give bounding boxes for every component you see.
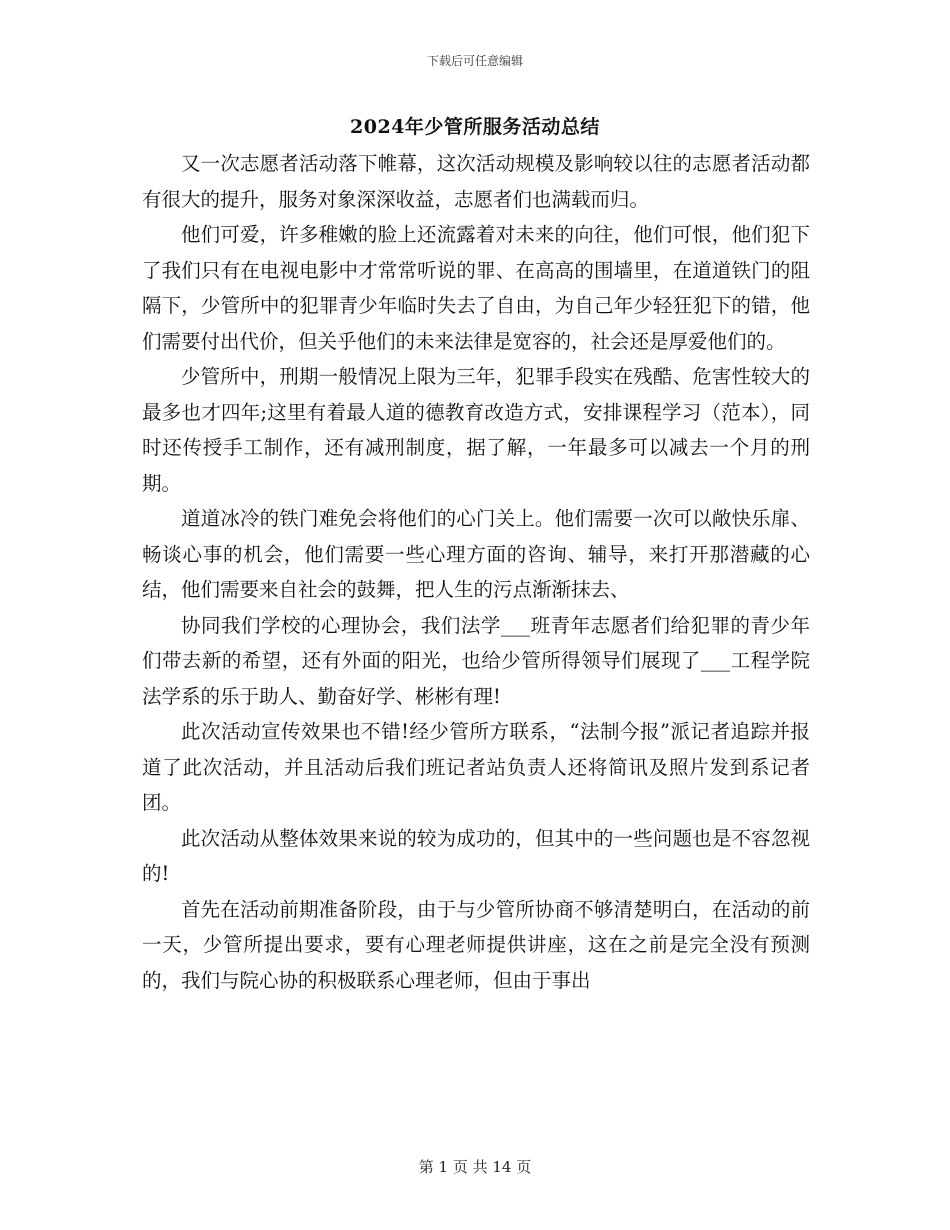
paragraph-7: 此次活动从整体效果来说的较为成功的，但其中的一些问题也是不容忽视的! <box>142 826 810 885</box>
paragraph-4: 道道冰冷的铁门难免会将他们的心门关上。他们需要一次可以敞快乐扉、畅谈心事的机会，他们需要一些心理方面的咨询、辅导，来打开那潜藏的心结，他们需要来自社会的鼓舞，把人生的污点渐渐抹去、 <box>142 507 810 601</box>
paragraph-1: 又一次志愿者活动落下帷幕，这次活动规模及影响较以往的志愿者活动都有很大的提升，服务对象深深收益，志愿者们也满载而归。 <box>142 152 810 211</box>
paragraph-3: 少管所中，刑期一般情况上限为三年，犯罪手段实在残酷、危害性较大的最多也才四年;这里有着最人道的德教育改造方式，安排课程学习（范本），同时还传授手工制作，还有减刑制度，据了解，一年最多可以减去一个月的刑期。 <box>142 365 810 495</box>
paragraph-5: 协同我们学校的心理协会，我们法学___班青年志愿者们给犯罪的青少年们带去新的希望，还有外面的阳光，也给少管所得领导们展现了___工程学院法学系的乐于助人、勤奋好学、彬彬有理! <box>142 613 810 708</box>
header-note: 下载后可任意编辑 <box>426 54 523 68</box>
paragraph-6: 此次活动宣传效果也不错!经少管所方联系，“法制今报”派记者追踪并报道了此次活动，并且活动后我们班记者站负责人还将简讯及照片发到系记者团。 <box>142 720 810 814</box>
paragraph-2: 他们可爱，许多稚嫩的脸上还流露着对未来的向往，他们可恨，他们犯下了我们只有在电视电影中才常常听说的罪、在高高的围墙里，在道道铁门的阻隔下，少管所中的犯罪青少年临时失去了自由，为自己年少轻狂犯下的错，他们需要付出代价，但关乎他们的未来法律是宽容的，社会还是厚爱他们的。 <box>142 223 810 353</box>
document-title: 2024年少管所服务活动总结 <box>350 116 600 138</box>
document-body <box>142 146 810 998</box>
page-number: 第 1 页 共 14 页 <box>418 1158 532 1176</box>
paragraph-8: 首先在活动前期准备阶段，由于与少管所协商不够清楚明白，在活动的前一天，少管所提出要求，要有心理老师提供讲座，这在之前是完全没有预测的，我们与院心协的积极联系心理老师，但由于事出 <box>142 897 810 992</box>
